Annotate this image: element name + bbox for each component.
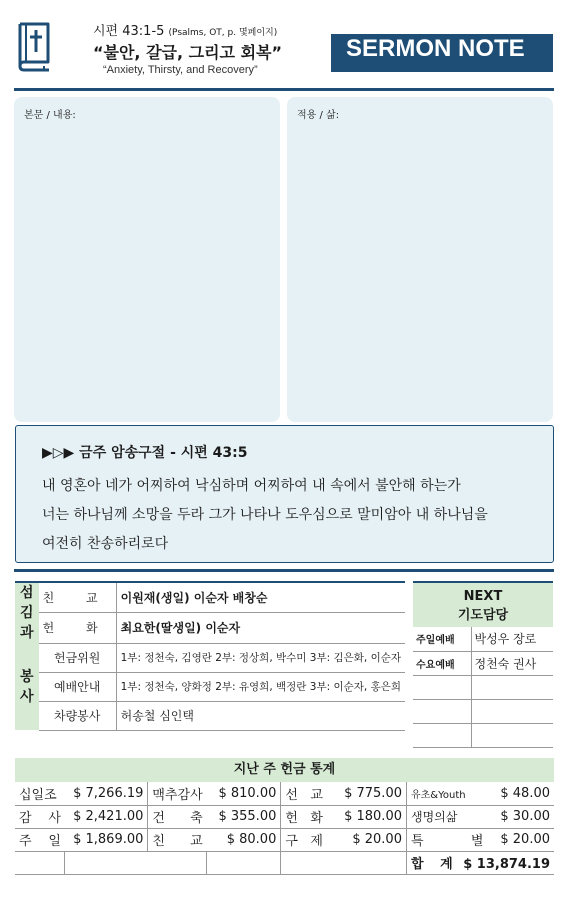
prayer-role (413, 675, 471, 699)
sermon-note-badge: SERMON NOTE (331, 34, 553, 72)
service-names: 허송철 심인택 (116, 701, 405, 730)
service-side-label: 섬 김 과 (15, 582, 39, 643)
bible-icon (14, 20, 54, 72)
offering-heading: 지난 주 헌금 통계 (15, 758, 554, 782)
memory-verse-box (15, 425, 554, 563)
service-role: 차량봉사 (39, 701, 117, 730)
header (0, 0, 575, 90)
offering-row: 주 일 $ 1,869.00 친 교 $ 80.00 구 제 $ 20.00 특 별 $ 20.00 (15, 828, 554, 851)
offering-row: 십일조 $ 7,266.19 맥추감사 $ 810.00 선 교 $ 775.00 유초&Youth $ 48.00 (15, 782, 554, 805)
service-names: 1부: 정천숙, 양화정 2부: 유영희, 백정란 3부: 이순자, 홍은희 (116, 672, 405, 701)
offering-row: 감 사 $ 2,421.00 건 축 $ 355.00 헌 화 $ 180.00 생명의삶 $ 30.00 (15, 805, 554, 828)
prayer-role (413, 723, 471, 747)
notes-application-box[interactable] (287, 97, 553, 422)
sermon-title: “불안, 갈급, 그리고 회복” (93, 43, 283, 62)
prayer-name: 정천숙 권사 (471, 651, 553, 675)
offering-table (15, 758, 554, 875)
memory-verse-line: 내 영혼아 네가 어찌하여 낙심하며 어찌하여 내 속에서 불안해 하는가 (42, 478, 461, 494)
service-names: 이원재(생일) 이순자 배창순 (116, 582, 405, 613)
prayer-name (471, 675, 553, 699)
service-role: 헌금위원 (39, 643, 117, 672)
scripture-reference: 시편 43:1-5 (Psalms, OT, p. 몇페이지) (93, 24, 278, 39)
prayer-name (471, 699, 553, 723)
prayer-role (413, 699, 471, 723)
service-table (15, 581, 405, 731)
service-role: 친 교 (39, 582, 117, 613)
divider (14, 88, 554, 91)
offering-total-row (15, 851, 554, 874)
service-side-label: 봉 사 (15, 643, 39, 730)
memory-verse-line: 너는 하나님께 소망을 두라 그가 나타나 도우심으로 말미암아 내 하나님을 (42, 507, 488, 523)
notes-content-label: 본문 / 내용: (24, 110, 76, 121)
memory-verse-heading: ▶▷▶ 금주 암송구절 - 시편 43:5 (42, 445, 248, 461)
service-names: 1부: 정천숙, 김영란 2부: 정상희, 박수미 3부: 김은화, 이순자 (116, 643, 405, 672)
notes-content-box[interactable] (14, 97, 280, 422)
service-role: 예배안내 (39, 672, 117, 701)
service-names: 최요한(딸생일) 이순자 (116, 613, 405, 644)
prayer-name: 박성우 장로 (471, 627, 553, 651)
service-role: 헌 화 (39, 613, 117, 644)
prayer-name (471, 723, 553, 747)
next-prayer-table (413, 581, 553, 748)
memory-verse-line: 여전히 찬송하리로다 (42, 536, 169, 552)
notes-application-label: 적용 / 삶: (297, 110, 340, 121)
prayer-role: 주일예배 (413, 627, 471, 651)
next-prayer-heading: NEXT 기도담당 (413, 581, 553, 627)
divider (14, 569, 554, 572)
prayer-role: 수요예배 (413, 651, 471, 675)
offering-total: 합 계 $ 13,874.19 (406, 851, 554, 874)
sermon-title-english: “Anxiety, Thirsty, and Recovery” (103, 64, 258, 76)
